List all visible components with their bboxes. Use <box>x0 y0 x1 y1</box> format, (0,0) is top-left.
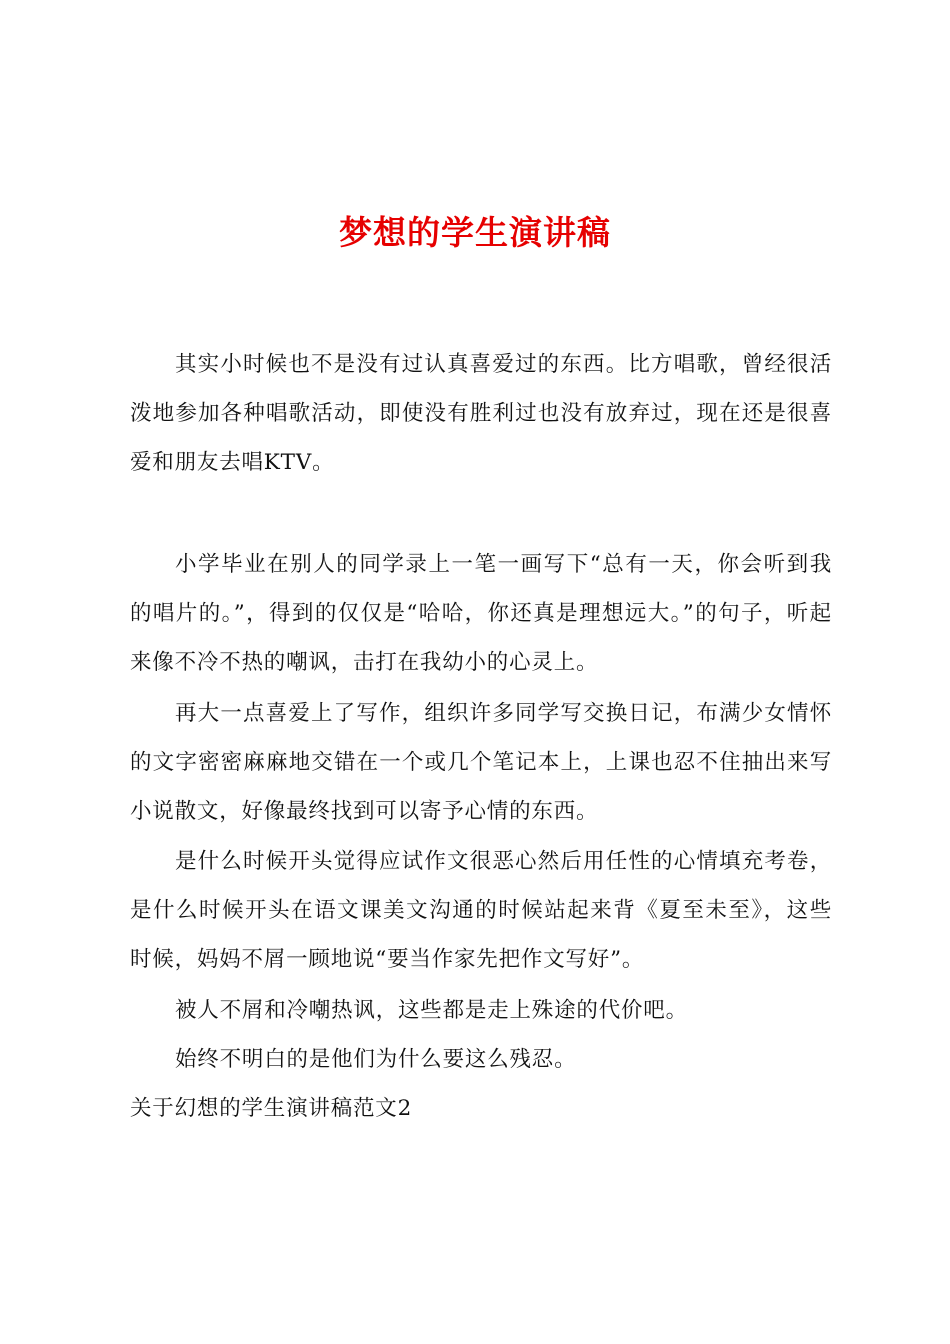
section-heading: 关于幻想的学生演讲稿范文2 <box>130 1096 413 1121</box>
paragraph-5: 被人不屑和冷嘲热讽，这些都是走上殊途的代价吧。 <box>175 998 688 1023</box>
paragraph-4: 是什么时候开头觉得应试作文很恶心然后用任性的心情填充考卷，是什么时候开头在语文课美文沟通的时候站起来背《夏至未至》，这些时候，妈妈不屑一顾地说“要当作家先把作文写好”。 <box>130 849 832 972</box>
paragraph-3: 再大一点喜爱上了写作，组织许多同学写交换日记，布满少女情怀的文字密密麻麻地交错在一个或几个笔记本上，上课也忍不住抽出来写小说散文，好像最终找到可以寄予心情的东西。 <box>130 701 832 824</box>
paragraph-6: 始终不明白的是他们为什么要这么残忍。 <box>175 1047 577 1072</box>
paragraph-1: 其实小时候也不是没有过认真喜爱过的东西。比方唱歌，曾经很活泼地参加各种唱歌活动，即使没有胜利过也没有放弃过，现在还是很喜爱和朋友去唱KTV。 <box>130 352 832 475</box>
document-title: 梦想的学生演讲稿 <box>339 213 611 252</box>
paragraph-2: 小学毕业在别人的同学录上一笔一画写下“总有一天，你会听到我的唱片的。”，得到的仅仅是“哈哈，你还真是理想远大。”的句子，听起来像不冷不热的嘲讽，击打在我幼小的心灵上。 <box>130 552 832 675</box>
